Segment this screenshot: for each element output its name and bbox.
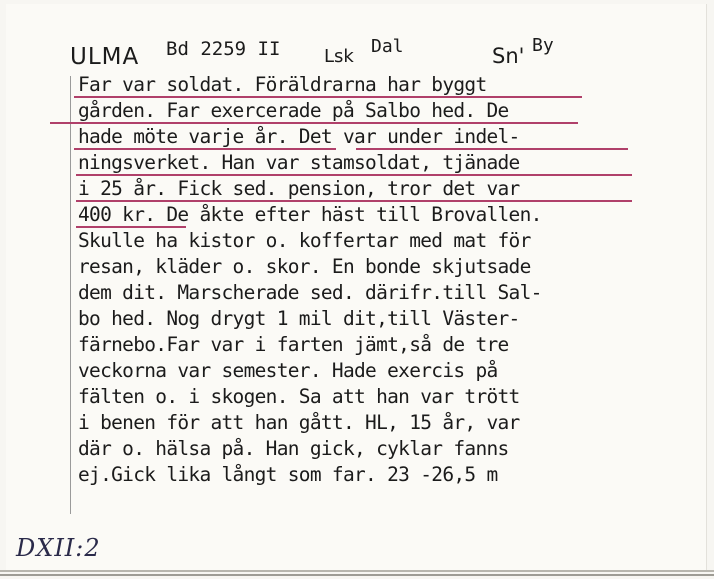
text-line: fälten o. i skogen. Sa att han var trött <box>78 385 520 408</box>
archive-title: ULMA <box>70 44 140 70</box>
text-line: i benen för att han gått. HL, 15 år, var <box>78 411 520 434</box>
text-line: färnebo.Far var i farten jämt,så de tre <box>78 333 509 356</box>
text-line: ningsverket. Han var stamsoldat, tjänade <box>78 150 678 176</box>
volume-reference: Bd 2259 II <box>166 38 281 60</box>
transcript-body <box>78 72 678 488</box>
archive-mark: DXII:2 <box>16 534 101 562</box>
text-line: ej.Gick lika långt som far. 23 -26,5 m <box>78 463 498 486</box>
text-line: bo hed. Nog drygt 1 mil dit,till Väster- <box>78 307 520 330</box>
text-line: dem dit. Marscherade sed. därifr.till Sal- <box>78 281 542 304</box>
text-line: där o. hälsa på. Han gick, cyklar fanns <box>78 437 509 460</box>
text-line: i 25 år. Fick sed. pension, tror det var <box>78 176 678 202</box>
text-line: hade möte varje år. Det var under indel- <box>78 124 678 150</box>
village-label: Sn' <box>492 44 525 68</box>
bottom-rule-secondary <box>0 574 714 576</box>
text-line: 400 kr. De åkte efter häst till Brovallen. <box>78 203 542 226</box>
parish-value: Dal <box>371 36 404 57</box>
text-line: Far var soldat. Föräldrarna har byggt <box>78 72 678 98</box>
margin-rule <box>70 76 71 514</box>
bottom-rule <box>0 570 714 572</box>
village-value: By <box>532 35 554 56</box>
card-header <box>0 34 714 74</box>
text-line: veckorna var semester. Hade exercis på <box>78 359 498 382</box>
parish-label: Lsk <box>324 46 354 67</box>
text-line: gården. Far exercerade på Salbo hed. De <box>78 98 678 124</box>
text-line: resan, kläder o. skor. En bonde skjutsade <box>78 255 531 278</box>
text-line: Skulle ha kistor o. koffertar med mat för <box>78 229 531 252</box>
